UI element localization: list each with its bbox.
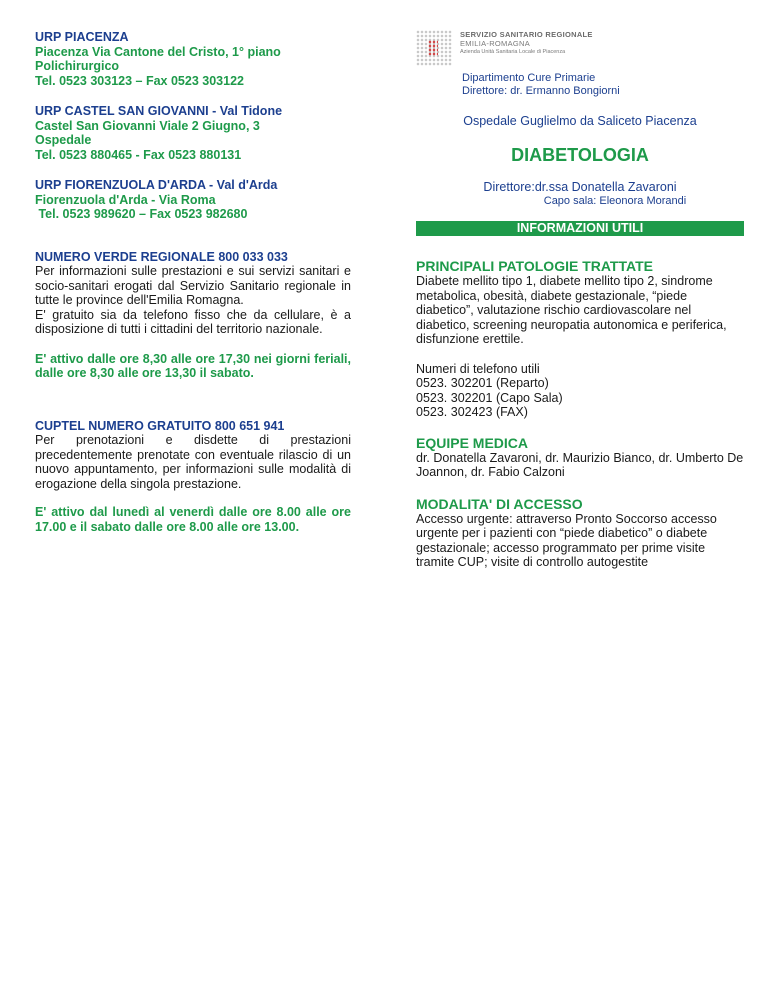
left-column — [35, 30, 351, 534]
numero-verde-free-note: E' gratuito sia da telefono fisso che da cellulare, è a disposizione di tutti i cittadini del territorio nazionale. — [35, 307, 351, 336]
urp-name: URP FIORENZUOLA D'ARDA - Val d'Arda — [35, 178, 278, 192]
equipe-title: EQUIPE MEDICA — [416, 434, 529, 451]
cuptel-title: CUPTEL NUMERO GRATUITO 800 651 941 — [35, 418, 285, 433]
urp-phone: Tel. 0523 880465 - Fax 0523 880131 — [35, 147, 242, 162]
patologie-title: PRINCIPALI PATOLOGIE TRATTATE — [416, 258, 653, 274]
urp-address: Fiorenzuola d'Arda - Via Roma — [35, 192, 216, 207]
urp-address: Castel San Giovanni Viale 2 Giugno, 3 — [35, 118, 260, 133]
phone-fax: 0523. 302423 (FAX) — [416, 405, 528, 419]
numero-verde-body: Per informazioni sulle prestazioni e sui servizi sanitari e socio-sanitari erogati dal Servizio Sanitario regionale in tutte le province dell'Emilia Romagna. — [35, 264, 351, 307]
phone-capo-sala: 0523. 302201 (Capo Sala) — [416, 390, 563, 405]
ssr-logo-text — [460, 30, 593, 57]
equipe-body: dr. Donatella Zavaroni, dr. Maurizio Bianco, dr. Umberto De Joannon, dr. Fabio Calzoni — [416, 450, 744, 479]
unit-director: Direttore:dr.ssa Donatella Zavaroni — [483, 180, 677, 194]
urp-castel-san-giovanni — [35, 104, 351, 162]
department-name: Dipartimento Cure Primarie — [462, 72, 596, 84]
numero-verde-title: NUMERO VERDE REGIONALE 800 033 033 — [35, 249, 288, 264]
urp-piacenza — [35, 30, 351, 88]
ssr-logo-icon — [416, 30, 452, 66]
logo-line-2: EMILIA-ROMAGNA — [460, 39, 531, 48]
urp-building: Ospedale — [35, 133, 92, 147]
urp-address: Piacenza Via Cantone del Cristo, 1° piano — [35, 44, 281, 59]
head-nurse: Capo sala: Eleonora Morandi — [543, 195, 687, 207]
urp-name: URP PIACENZA — [35, 30, 129, 44]
numero-verde-hours: E' attivo dalle ore 8,30 alle ore 17,30 nei giorni feriali, dalle ore 8,30 alle ore 13,30 il sabato. — [35, 351, 351, 380]
info-banner: INFORMAZIONI UTILI — [416, 221, 744, 236]
accesso-title: MODALITA' DI ACCESSO — [416, 495, 583, 512]
accesso-body: Accesso urgente: attraverso Pronto Soccorso accesso urgente per i pazienti con “piede diabetico” o diabete gestazionale; accesso programmato per prime visite tramite CUP; visite di controllo autogestite — [416, 511, 717, 569]
urp-building: Polichirurgico — [35, 59, 120, 73]
phone-list-title: Numeri di telefono utili — [416, 361, 540, 376]
logo-line-1: SERVIZIO SANITARIO REGIONALE — [460, 30, 593, 39]
logo-line-3: Azienda Unità Sanitaria Locale di Piacenza — [460, 49, 566, 55]
department — [462, 72, 744, 98]
phone-reparto: 0523. 302201 (Reparto) — [416, 376, 549, 390]
patologie-body: Diabete mellito tipo 1, diabete mellito tipo 2, sindrome metabolica, obesità, diabete gestazionale, “piede diabetico”, valutazione rischio cardiovascolare nel diabetico, screening neuropatia autonomica e periferica, disfunzione erettile. — [416, 274, 727, 346]
cuptel-section — [35, 419, 351, 535]
ssr-logo — [416, 30, 744, 66]
cuptel-hours: E' attivo dal lunedì al venerdì dalle ore 8.00 alle ore 17.00 e il sabato dalle ore 8.00 alle ore 13.00. — [35, 505, 351, 534]
urp-phone: Tel. 0523 989620 – Fax 0523 982680 — [35, 207, 248, 221]
cuptel-body: Per prenotazioni e disdette di prestazioni precedentemente prenotate con eventuale rilascio di un nuovo appuntamento, per informazioni sulle modalità di erogazione della singola prestazione. — [35, 433, 351, 491]
hospital-name: Ospedale Guglielmo da Saliceto Piacenza — [463, 114, 697, 128]
department-director: Direttore: dr. Ermanno Bongiorni — [462, 85, 620, 97]
phone-list — [416, 362, 744, 420]
page-title: DIABETOLOGIA — [511, 145, 649, 165]
right-column — [416, 30, 744, 570]
numero-verde-section — [35, 250, 351, 381]
urp-fiorenzuola — [35, 178, 351, 222]
urp-name: URP CASTEL SAN GIOVANNI - Val Tidone — [35, 104, 283, 118]
urp-phone: Tel. 0523 303123 – Fax 0523 303122 — [35, 73, 244, 88]
